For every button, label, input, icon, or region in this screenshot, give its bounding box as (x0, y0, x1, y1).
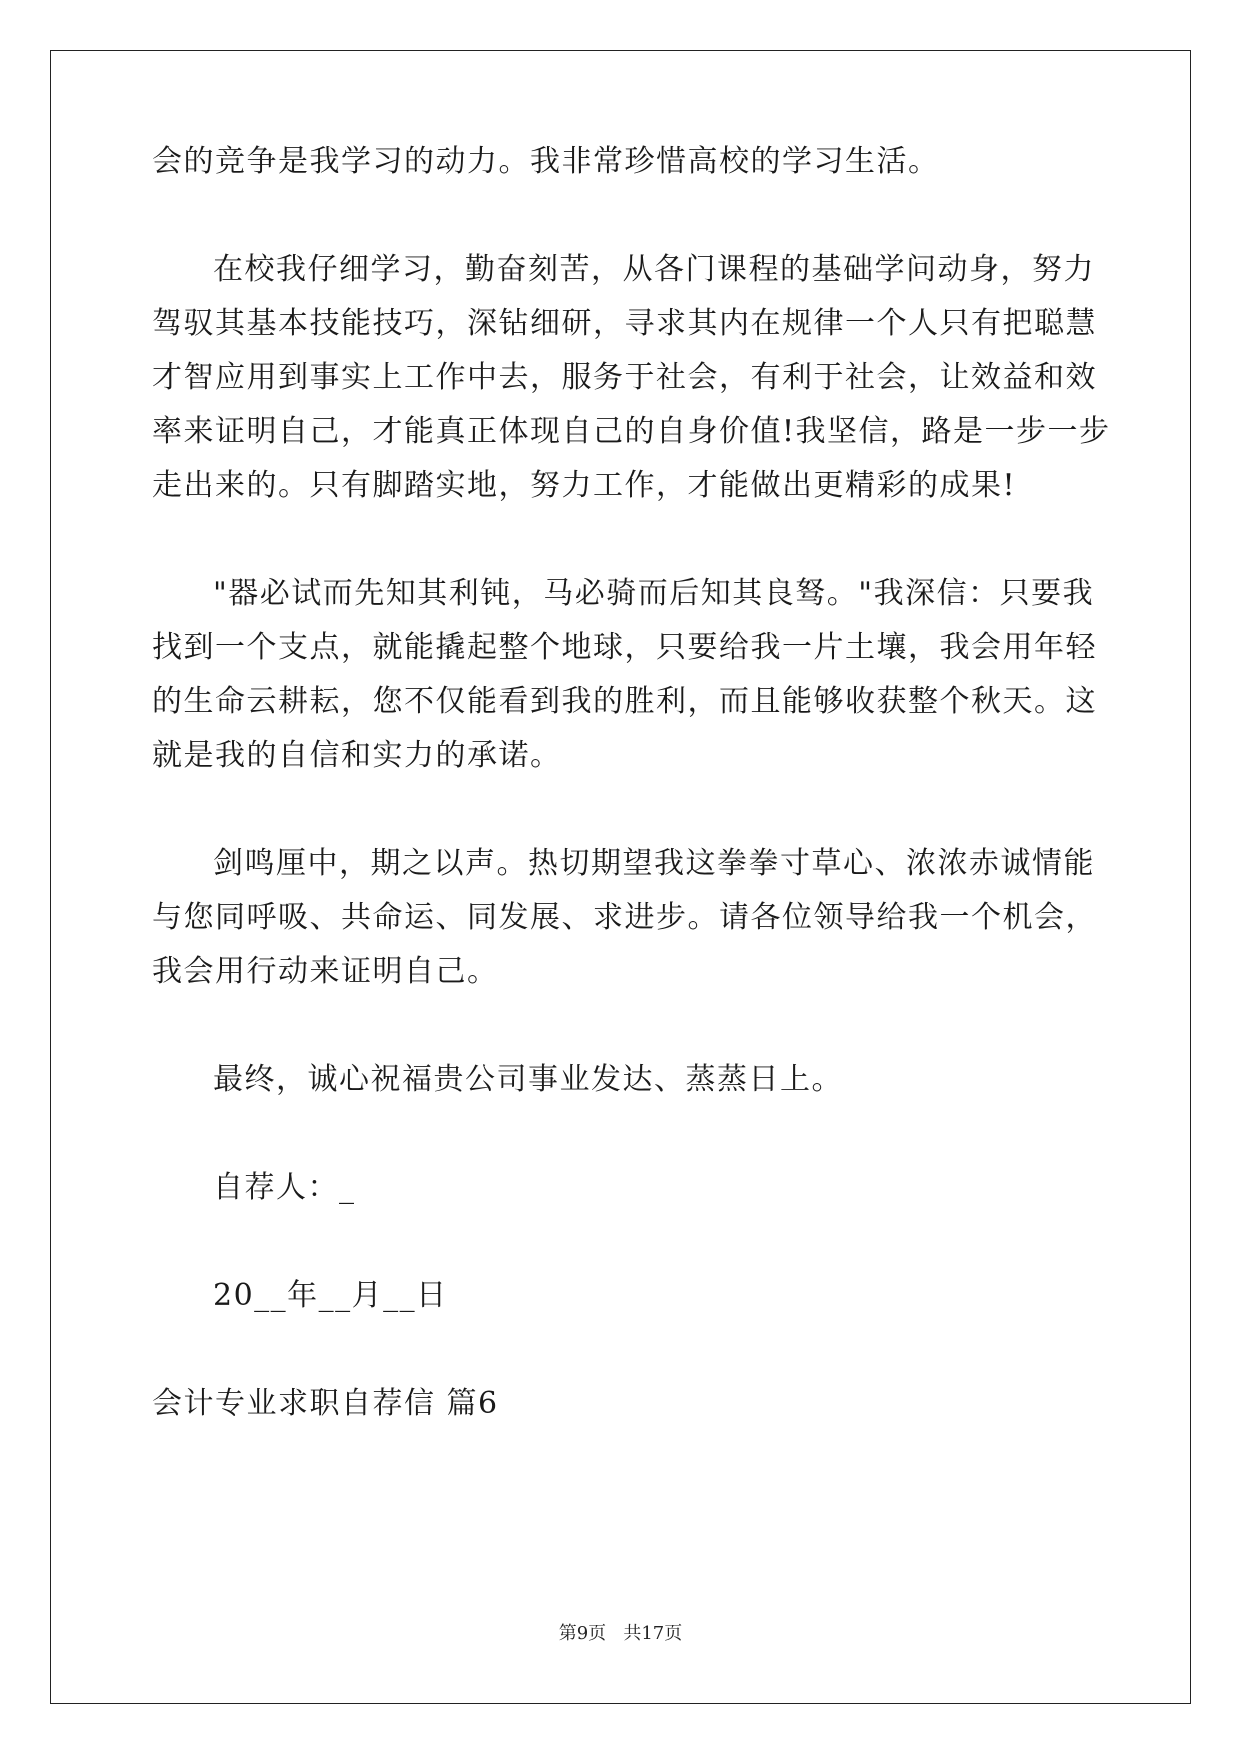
closing-line: 最终，诚心祝福贵公司事业发达、蒸蒸日上。 (213, 1062, 843, 1097)
text-line: 才智应用到事实上工作中去，服务于社会，有利于社会，让效益和效 (152, 360, 1097, 395)
date-line: 20__年__月__日 (213, 1278, 448, 1313)
text-line: 就是我的自信和实力的承诺。 (152, 738, 562, 773)
text-line: 找到一个支点，就能撬起整个地球，只要给我一片土壤，我会用年轻 (152, 630, 1097, 665)
text-line: 与您同呼吸、共命运、同发展、求进步。请各位领导给我一个机会， (152, 900, 1097, 935)
text-line: 会的竞争是我学习的动力。我非常珍惜高校的学习生活。 (152, 144, 940, 179)
text-line: 我会用行动来证明自己。 (152, 954, 499, 989)
text-line: 率来证明自己，才能真正体现自己的自身价值!我坚信，路是一步一步 (152, 414, 1111, 449)
text-line: 驾驭其基本技能技巧，深钻细研，寻求其内在规律一个人只有把聪慧 (152, 306, 1097, 341)
paragraph-start-line: 在校我仔细学习，勤奋刻苦，从各门课程的基础学问动身，努力 (213, 252, 1095, 287)
page-number-footer: 第9页 共17页 (558, 1623, 683, 1644)
section-heading: 会计专业求职自荐信 篇6 (152, 1386, 499, 1421)
text-line: 的生命云耕耘，您不仅能看到我的胜利，而且能够收获整个秋天。这 (152, 684, 1097, 719)
paragraph-start-line: 剑鸣厘中，期之以声。热切期望我这拳拳寸草心、浓浓赤诚情能 (213, 846, 1095, 881)
signature-line: 自荐人：_ (213, 1170, 356, 1205)
text-line: 走出来的。只有脚踏实地，努力工作，才能做出更精彩的成果! (152, 468, 1017, 503)
paragraph-start-line: "器必试而先知其利钝，马必骑而后知其良驽。"我深信：只要我 (213, 576, 1095, 611)
